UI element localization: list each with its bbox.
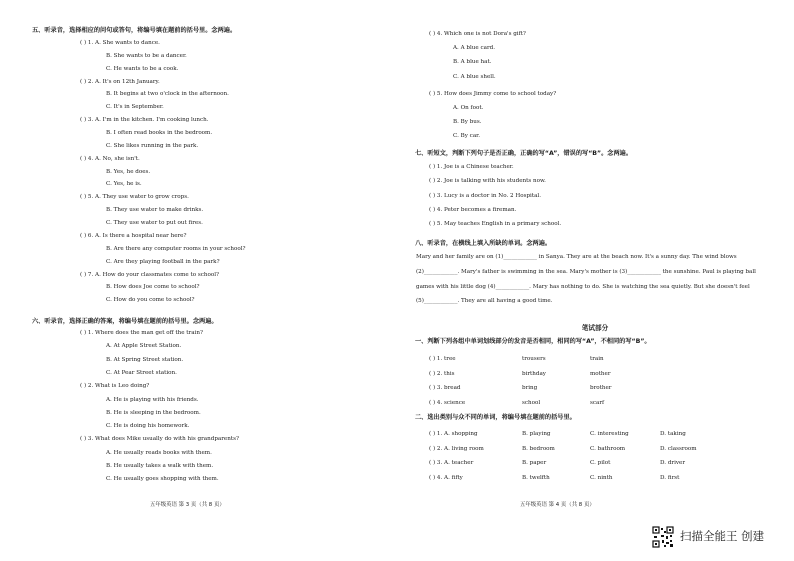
- question-stem: ( ) 3. A. I'm in the kitchen. I'm cooking lunch.: [80, 117, 209, 124]
- section-7-heading: 七、听短文，判断下列句子是否正确，正确的写“A”，错误的写“B”。念两遍。: [415, 150, 633, 157]
- question-stem: ( ) 5. How does Jimmy come to school today?: [429, 90, 557, 97]
- answer-option: C. He is doing his homework.: [106, 423, 190, 430]
- odd-one-out-cell: C. ninth: [590, 474, 613, 481]
- written-1-heading: 一、判断下列各组中单词划线部分的发音是否相同，相同的写“A”，不相同的写“B”。: [415, 338, 651, 345]
- judgement-item: ( ) 5. May teaches English in a primary school.: [429, 221, 562, 228]
- judgement-item: ( ) 3. Lucy is a doctor in No. 2 Hospital.: [429, 192, 541, 199]
- odd-one-out-cell: B. twelfth: [522, 474, 550, 481]
- pronunciation-cell: bring: [522, 385, 538, 392]
- odd-one-out-cell: ( ) 1. A. shopping: [429, 431, 478, 437]
- question-stem: ( ) 2. What is Leo doing?: [80, 383, 150, 390]
- pronunciation-cell: ( ) 1. tree: [429, 356, 456, 362]
- odd-one-out-cell: C. interesting: [590, 431, 629, 437]
- odd-one-out-cell: D. classroom: [660, 445, 697, 452]
- question-stem: ( ) 4. A. No, she isn't.: [80, 155, 140, 162]
- answer-option: C. How do you come to school?: [106, 297, 195, 304]
- pronunciation-cell: mother: [590, 370, 611, 377]
- odd-one-out-cell: ( ) 2. A. living room: [429, 445, 484, 452]
- question-stem: ( ) 3. What does Mike usually do with his grandparents?: [80, 436, 239, 443]
- pronunciation-cell: trousers: [522, 356, 546, 362]
- page-footer-right: 五年级英语 第 4 页（共 8 页）: [520, 502, 595, 508]
- answer-option: C. She likes running in the park.: [106, 142, 199, 149]
- answer-option: B. He is sleeping in the bedroom.: [106, 409, 201, 416]
- answer-option: C. They use water to put out fires.: [106, 220, 203, 226]
- answer-option: A. A blue card.: [453, 45, 495, 52]
- section-6-heading: 六、听录音，选择正确的答案，将编号填在题前的括号里。念两遍。: [32, 318, 218, 325]
- page-footer-left: 五年级英语 第 3 页（共 8 页）: [150, 502, 225, 508]
- answer-option: B. I often read books in the bedroom.: [106, 130, 213, 136]
- answer-option: C. Yes, he is.: [106, 181, 142, 188]
- pronunciation-cell: ( ) 4. science: [429, 399, 466, 406]
- odd-one-out-cell: ( ) 3. A. teacher: [429, 460, 474, 467]
- section-5-heading: 五、听录音，选择相应的问句或答句，将编号填在题前的括号里。念两遍。: [32, 27, 237, 34]
- answer-option: B. A blue hat.: [453, 59, 492, 66]
- written-part-title: 笔试部分: [581, 324, 609, 332]
- judgement-item: ( ) 2. Joe is talking with his students now.: [429, 178, 546, 185]
- answer-option: B. Are there any computer rooms in your school?: [106, 245, 246, 252]
- answer-option: C. At Pear Street station.: [106, 369, 177, 376]
- answer-option: C. Are they playing football in the park?: [106, 258, 220, 265]
- answer-option: B. Yes, he does.: [106, 168, 151, 175]
- answer-option: C. He usually goes shopping with them.: [106, 476, 219, 483]
- odd-one-out-cell: C. bathroom: [590, 445, 626, 452]
- question-stem: ( ) 5. A. They use water to grow crops.: [80, 194, 189, 201]
- answer-option: A. At Apple Street Station.: [106, 343, 182, 350]
- question-stem: ( ) 1. A. She wants to dance.: [80, 40, 160, 46]
- odd-one-out-cell: D. taking: [660, 431, 686, 437]
- answer-option: C. A blue shell.: [453, 73, 496, 80]
- answer-option: C. He wants to be a cook.: [106, 65, 179, 72]
- odd-one-out-cell: B. paper: [522, 460, 547, 467]
- section-8-heading: 八、听录音，在横线上填入所缺的单词。念两遍。: [415, 240, 552, 247]
- odd-one-out-cell: B. bedroom: [522, 445, 555, 452]
- scanner-watermark: 扫描全能王 创建: [680, 529, 765, 543]
- pronunciation-cell: brother: [590, 385, 612, 392]
- answer-option: A. On foot.: [453, 104, 484, 111]
- answer-option: B. How does Joe come to school?: [106, 284, 200, 291]
- pronunciation-cell: birthday: [522, 370, 546, 377]
- pronunciation-cell: scarf: [590, 399, 605, 406]
- answer-option: B. At Spring Street station.: [106, 356, 184, 363]
- odd-one-out-cell: ( ) 4. A. fifty: [429, 474, 463, 481]
- question-stem: ( ) 1. Where does the man get off the train?: [80, 330, 203, 336]
- answer-option: B. It begins at two o'clock in the afternoon.: [106, 91, 229, 98]
- odd-one-out-cell: D. driver: [660, 460, 686, 467]
- answer-option: C. By car.: [453, 133, 480, 140]
- answer-option: B. They use water to make drinks.: [106, 207, 204, 214]
- question-stem: ( ) 6. A. Is there a hospital near here?: [80, 233, 187, 239]
- answer-option: B. He usually takes a walk with them.: [106, 463, 214, 469]
- answer-option: B. She wants to be a dancer.: [106, 52, 187, 59]
- pronunciation-cell: school: [522, 399, 541, 406]
- left-page: [32, 0, 390, 525]
- right-page: [415, 0, 775, 525]
- odd-one-out-cell: C. pilot: [590, 460, 611, 467]
- odd-one-out-cell: D. first: [660, 474, 680, 481]
- written-2-heading: 二、选出类别与众不同的单词，将编号填在题前的括号里。: [415, 414, 576, 421]
- question-stem: ( ) 2. A. It's on 12th January.: [80, 78, 160, 85]
- answer-option: C. It's in September.: [106, 104, 164, 111]
- question-stem: ( ) 4. Which one is not Dora's gift?: [429, 31, 526, 37]
- section-8-passage: Mary and her family are on (1)____________ in Sanya. They are at the beach now. It's a sunny day. The wind blows (2)____________. Mary's father is swimming in the sea. Mary's mother is (3)____________ the sunshine. Paul is playing ball games with his little dog (4)____________. Mary has nothing to do. She is watching the sea quietly. But she doesn't feel (5)____________. They are all having a good time.: [416, 254, 756, 305]
- answer-option: A. He usually reads books with them.: [106, 449, 212, 456]
- pronunciation-cell: train: [590, 356, 604, 362]
- judgement-item: ( ) 1. Joe is a Chinese teacher.: [429, 164, 514, 170]
- answer-option: A. He is playing with his friends.: [106, 396, 199, 403]
- pronunciation-cell: ( ) 2. this: [429, 370, 455, 377]
- judgement-item: ( ) 4. Peter becomes a fireman.: [429, 206, 517, 213]
- qr-code-icon: [652, 526, 674, 548]
- answer-option: B. By bus.: [453, 118, 482, 125]
- question-stem: ( ) 7. A. How do your classmates come to school?: [80, 271, 220, 278]
- odd-one-out-cell: B. playing: [522, 431, 551, 437]
- pronunciation-cell: ( ) 3. bread: [429, 385, 461, 392]
